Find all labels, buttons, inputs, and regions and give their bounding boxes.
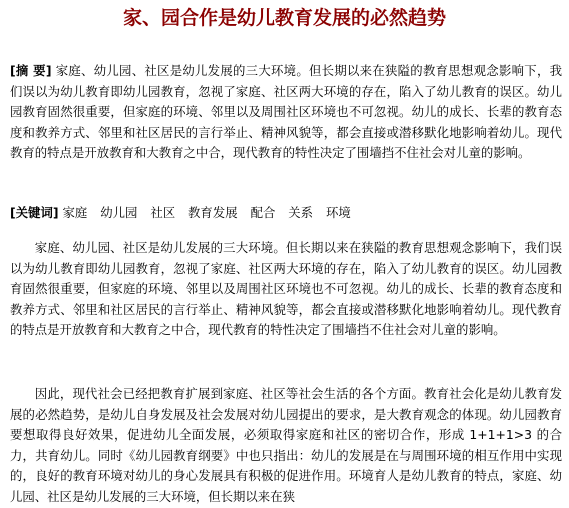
keyword-item: 配合 [250, 205, 276, 220]
abstract-label: [摘 要] [10, 63, 52, 78]
keyword-item: 教育发展 [188, 205, 238, 220]
keyword-item: 幼儿园 [100, 205, 138, 220]
keywords-section [10, 203, 562, 224]
abstract-text: 家庭、幼儿园、社区是幼儿发展的三大环境。但长期以来在狭隘的教育思想观念影响下，我们误以为幼儿教育即幼儿园教育，忽视了家庭、社区两大环境的存在，陷入了幼儿教育的误区。幼儿园教育固然很重要，但家庭的环境、邻里以及周围社区环境也不可忽视。幼儿的成长、长辈的教育态度和教养方式、邻里和社区居民的言行举止、精神风貌等，都会直接或潜移默化地影响着幼儿。现代教育的特点是开放教育和大教育之中合，现代教育的特性决定了围墙挡不住社会对儿童的影响。 [10, 63, 562, 161]
keywords-label: [关键词] [10, 205, 59, 220]
keyword-item: 关系 [288, 205, 314, 220]
body-paragraph-2: 因此，现代社会已经把教育扩展到家庭、社区等社会生活的各个方面。教育社会化是幼儿教育发展的必然趋势，是幼儿自身发展及社会发展对幼儿园提出的要求，是大教育观念的体现。幼儿园教育要想取得良好效果，促进幼儿全面发展，必须取得家庭和社区的密切合作，形成 1+1+1>3 的合力，共育幼儿。同时《幼儿园教育纲要》中也只指出：幼儿的发展是在与周围环境的相互作用中实现的，良好的教育环境对幼儿的身心发展具有积极的促进作用。环境育人是幼儿教育的特点，家庭、幼儿园、社区是幼儿发展的三大环境，但长期以来在狭 [10, 386, 562, 504]
keyword-item: 环境 [326, 205, 351, 220]
keyword-item: 社区 [150, 205, 176, 220]
abstract-section [10, 61, 562, 164]
document-title: 家、园合作是幼儿教育发展的必然趋势 [122, 7, 446, 29]
keyword-item: 家庭 [62, 205, 88, 220]
body-paragraph-1: 家庭、幼儿园、社区是幼儿发展的三大环境。但长期以来在狭隘的教育思想观念影响下，我们误以为幼儿教育即幼儿园教育，忽视了家庭、社区两大环境的存在，陷入了幼儿教育的误区。幼儿园教育固然很重要，但家庭的环境、邻里以及周围社区环境也不可忽视。幼儿的成长、长辈的教育态度和教养方式、邻里和社区居民的言行举止、精神风貌等，都会直接或潜移默化地影响着幼儿。现代教育的特点是开放教育和大教育之中合，现代教育的特性决定了围墙挡不住社会对儿童的影响。 [10, 240, 562, 338]
